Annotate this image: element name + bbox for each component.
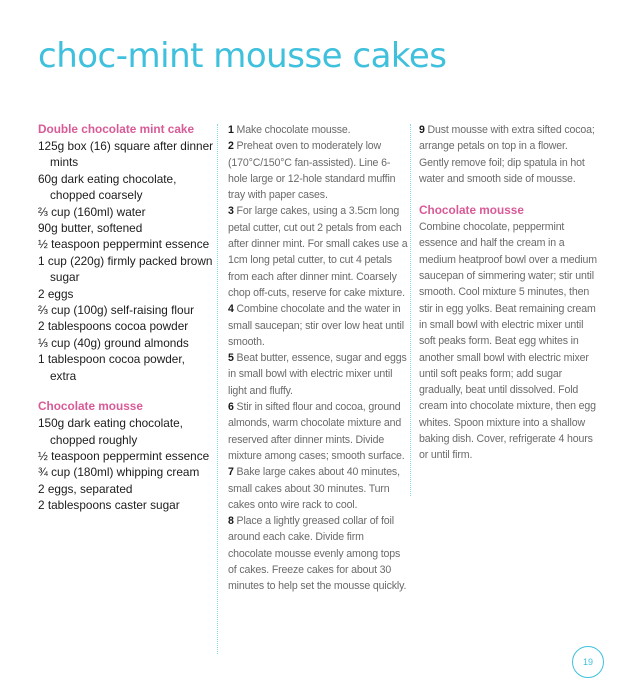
- ingredient-item: 2 eggs, separated: [38, 481, 133, 496]
- ingredient-item: 2 tablespoons caster sugar: [38, 498, 180, 513]
- step-number: 9: [419, 124, 425, 136]
- method-column-continued: [419, 122, 599, 464]
- step-text: Stir in sifted flour and cocoa, ground almonds, warm chocolate mixture and reserved after dinner mints. Divide mixture among cases; smooth surface.: [228, 401, 405, 462]
- cake-ingredients-heading: Double chocolate mint cake: [38, 122, 195, 136]
- step-text: For large cakes, using a 3.5cm long petal cutter, cut out 2 petals from each after dinner mint. For small cakes use a 1cm long petal cutter, to cut 4 petals from each after dinner mint. Coarsely chop off-cuts, reserve for cake mixture.: [228, 205, 408, 299]
- step-text: Beat butter, essence, sugar and eggs in small bowl with electric mixer until light and fluffy.: [228, 352, 407, 397]
- method-step: [419, 122, 599, 187]
- cake-ingredients-list: [38, 138, 214, 384]
- step-number: 5: [228, 352, 234, 365]
- ingredient-item: 2 eggs: [38, 286, 74, 301]
- method-step: [228, 203, 408, 301]
- page-title: choc-mint mousse cakes: [38, 36, 447, 76]
- step-text: Make chocolate mousse.: [236, 124, 351, 136]
- column-divider: [217, 124, 218, 654]
- page-number: 19: [572, 646, 604, 678]
- method-step: [228, 513, 408, 594]
- step-number: 8: [228, 515, 234, 528]
- ingredient-item: ⅔ cup (160ml) water: [38, 204, 146, 219]
- step-text: Place a lightly greased collar of foil around each cake. Divide firm chocolate mousse evenly among tops of cakes. Freeze cakes for about 30 minutes to help set the mousse quickly.: [228, 515, 407, 593]
- step-text: Preheat oven to moderately low (170°C/150°C fan-assisted). Line 6-hole large or 12-hole standard muffin tray with paper cases.: [228, 140, 396, 202]
- ingredient-item: 125g box (16) square after dinner mints: [38, 139, 214, 170]
- method-column: [228, 122, 408, 595]
- step-number: 2: [228, 140, 234, 153]
- ingredient-item: 1 tablespoon cocoa powder, extra: [38, 352, 185, 383]
- step-number: 6: [228, 401, 234, 414]
- ingredient-item: 60g dark eating chocolate, chopped coarsely: [38, 171, 177, 203]
- column-divider: [410, 124, 411, 496]
- ingredient-item: 1 cup (220g) firmly packed brown sugar: [38, 253, 213, 285]
- method-step: [228, 138, 408, 203]
- step-text: Combine chocolate and the water in small saucepan; stir over low heat until smooth.: [228, 303, 404, 348]
- method-step: [228, 122, 408, 138]
- mousse-ingredients-list: [38, 415, 214, 513]
- method-step: [228, 301, 408, 350]
- ingredient-item: ⅔ cup (100g) self-raising flour: [38, 303, 195, 318]
- step-text: Bake large cakes about 40 minutes, small cakes about 30 minutes. Turn cakes onto wire rack to cool.: [228, 466, 400, 511]
- ingredient-item: 150g dark eating chocolate, chopped roughly: [38, 416, 183, 447]
- ingredient-item: ⅓ cup (40g) ground almonds: [38, 335, 189, 350]
- ingredient-item: ½ teaspoon peppermint essence: [38, 448, 210, 463]
- mousse-method-heading: Chocolate mousse: [419, 203, 524, 218]
- step-text: Dust mousse with extra sifted cocoa; arrange petals on top in a flower. Gently remove foil; dip spatula in hot water and smooth side of mousse.: [419, 124, 595, 185]
- step-number: 7: [228, 466, 234, 479]
- ingredient-item: 2 tablespoons cocoa powder: [38, 319, 189, 334]
- method-step: [228, 350, 408, 399]
- mousse-method-text: Combine chocolate, peppermint essence and half the cream in a medium heatproof bowl over a medium saucepan of simmering water; stir until smooth. Cool mixture 5 minutes, then stir in egg yolks. Beat remaining cream in small bowl with electric mixer until soft peaks form. Beat egg whites in another small bowl with electric mixer until soft peaks form; add sugar gradually, beat until dissolved. Fold cream into chocolate mixture, then egg whites. Spoon mixture into a shallow baking dish. Cover, refrigerate 4 hours or until firm.: [419, 221, 597, 462]
- ingredient-item: 90g butter, softened: [38, 221, 143, 236]
- ingredient-item: ½ teaspoon peppermint essence: [38, 237, 210, 252]
- method-step: [228, 464, 408, 513]
- method-step: [228, 399, 408, 464]
- mousse-ingredients-heading: Chocolate mousse: [38, 399, 143, 414]
- step-number: 4: [228, 303, 234, 316]
- ingredients-column: [38, 122, 214, 514]
- ingredient-item: ¾ cup (180ml) whipping cream: [38, 465, 200, 480]
- step-number: 3: [228, 205, 234, 218]
- step-number: 1: [228, 124, 234, 136]
